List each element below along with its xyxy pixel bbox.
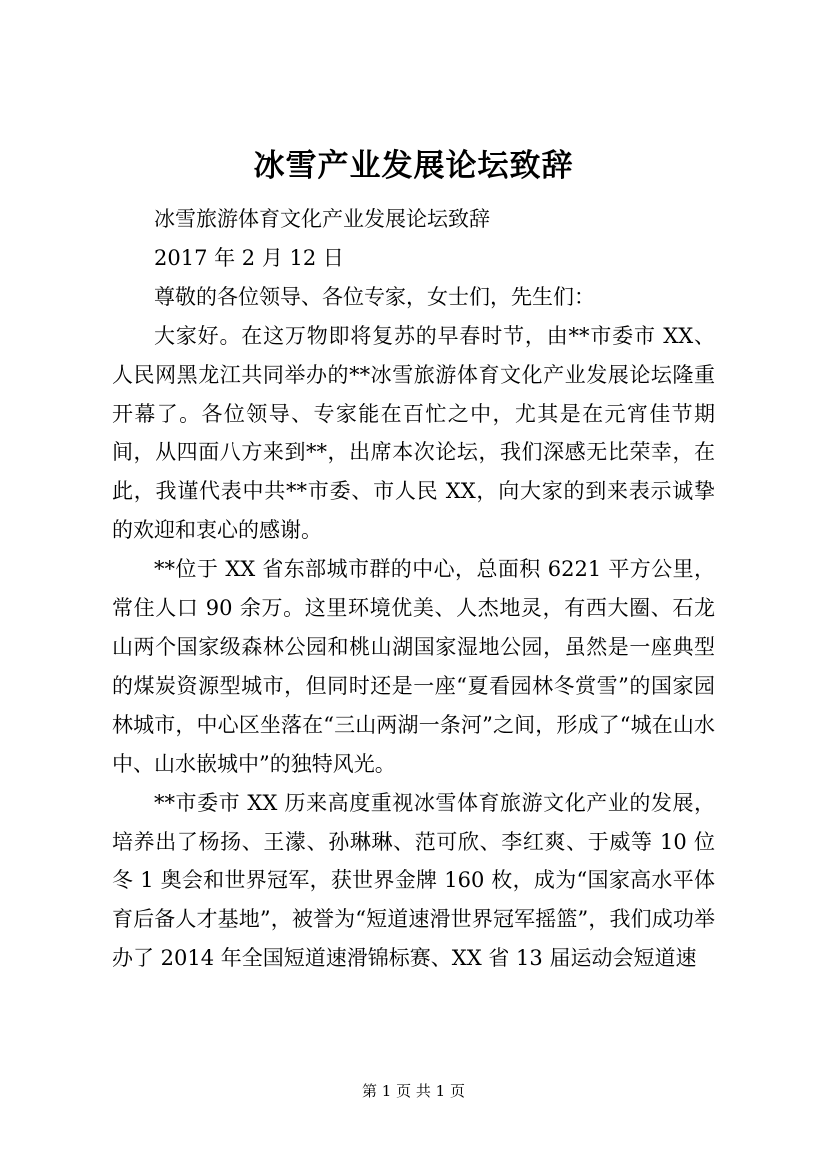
welcome-paragraph: 大家好。在这万物即将复苏的早春时节，由**市委市 XX、人民网黑龙江共同举办的**冰雪旅游体育文化产业发展论坛隆重开幕了。各位领导、专家能在百忙之中，尤其是在元宵佳节期间，从四面八方来到**，出席本次论坛，我们深感无比荣幸，在此，我谨代表中共**市委、市人民 XX，向大家的到来表示诚挚的欢迎和衷心的感谢。 xyxy=(112,323,715,543)
date-paragraph: 2017 年 2 月 12 日 xyxy=(154,245,344,270)
document-body xyxy=(112,200,715,978)
page-footer: 第 1 页 共 1 页 xyxy=(362,1082,465,1100)
sports-paragraph: **市委市 XX 历来高度重视冰雪体育旅游文化产业的发展，培养出了杨扬、王濛、孙琳琳、范可欣、李红爽、于威等 10 位冬 1 奥会和世界冠军，获世界金牌 160 枚，成为“国家高水平体育后备人才基地”，被誉为“短道速滑世界冠军摇篮”，我们成功举办了 2014 年全国短道速滑锦标赛、XX 省 13 届运动会短道速 xyxy=(112,790,715,971)
document-title: 冰雪产业发展论坛致辞 xyxy=(253,148,574,184)
salutation-paragraph: 尊敬的各位领导、各位专家，女士们，先生们： xyxy=(154,284,595,309)
city-intro-paragraph: **位于 XX 省东部城市群的中心，总面积 6221 平方公里，常住人口 90 余万。这里环境优美、人杰地灵，有西大圈、石龙山两个国家级森林公园和桃山湖国家湿地公园，虽然是一座典型的煤炭资源型城市，但同时还是一座“夏看园林冬赏雪”的国家园林城市，中心区坐落在“三山两湖一条河”之间，形成了“城在山水中、山水嵌城中”的独特风光。 xyxy=(112,557,715,776)
subtitle-paragraph: 冰雪旅游体育文化产业发展论坛致辞 xyxy=(154,207,490,231)
